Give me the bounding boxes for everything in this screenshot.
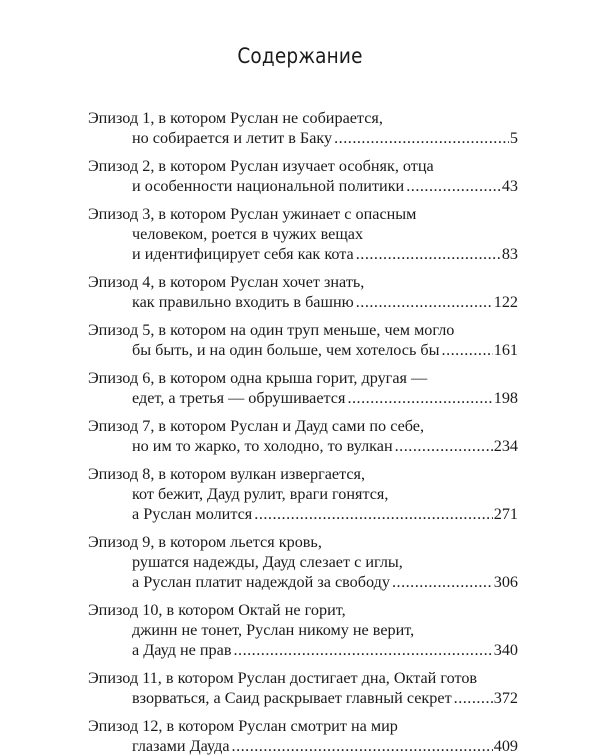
page-number: 122 xyxy=(493,293,518,311)
toc-entry-line: но собирается и летит в Баку ..... 5 xyxy=(88,128,518,148)
toc-entry-line: рушатся надежды, Дауд слезает с иглы, xyxy=(132,553,403,571)
page-number: 5 xyxy=(509,129,518,147)
toc-entry-line: Эпизод 3, в котором Руслан ужинает с опасным xyxy=(88,205,417,223)
dot-leader xyxy=(442,340,493,360)
toc-entry-line: как правильно входить в башню ..... 122 xyxy=(88,292,518,312)
toc-entry-line: бы быть, и на один больше, чем хотелось бы ..... 161 xyxy=(88,340,518,360)
toc-entry-line: глазами Дауда ..... 409 xyxy=(88,736,518,756)
page-number: 43 xyxy=(501,177,518,195)
dot-leader xyxy=(356,292,493,312)
dot-leader xyxy=(233,640,492,660)
page-number: 409 xyxy=(493,737,518,755)
toc-entry-line: а Дауд не прав ..... 340 xyxy=(88,640,518,660)
page-number: 340 xyxy=(493,641,518,659)
dot-leader xyxy=(395,436,493,456)
toc-entry-line: и идентифицирует себя как кота ..... 83 xyxy=(88,244,518,264)
toc-entry xyxy=(88,600,518,660)
dot-leader xyxy=(232,736,493,756)
toc-entry-line: Эпизод 1, в котором Руслан не собирается, xyxy=(88,109,383,127)
toc-entry-line: и особенности национальной политики ..... 43 xyxy=(88,176,518,196)
toc-entry-line: а Руслан платит надеждой за свободу ..... 306 xyxy=(88,572,518,592)
toc-entry xyxy=(88,716,518,756)
dot-leader xyxy=(347,388,492,408)
table-of-contents xyxy=(88,108,518,756)
toc-entry-line: Эпизод 6, в котором одна крыша горит, другая — xyxy=(88,369,428,387)
toc-entry-line: кот бежит, Дауд рулит, враги гонятся, xyxy=(132,485,389,503)
toc-entry xyxy=(88,368,518,408)
toc-entry-line: а Руслан молится ..... 271 xyxy=(88,504,518,524)
toc-entry-line: джинн не тонет, Руслан никому не верит, xyxy=(132,621,415,639)
page-number: 271 xyxy=(493,505,518,523)
dot-leader xyxy=(356,244,501,264)
toc-entry-line: но им то жарко, то холодно, то вулкан ..... 234 xyxy=(88,436,518,456)
toc-entry-line: Эпизод 4, в котором Руслан хочет знать, xyxy=(88,273,365,291)
dot-leader xyxy=(454,688,493,708)
toc-entry xyxy=(88,320,518,360)
page-number: 198 xyxy=(493,389,518,407)
toc-entry-line: Эпизод 5, в котором на один труп меньше, чем могло xyxy=(88,321,455,339)
dot-leader xyxy=(392,572,493,592)
toc-entry xyxy=(88,416,518,456)
toc-entry-line: взорваться, а Саид раскрывает главный секрет ..... 372 xyxy=(88,688,518,708)
toc-entry xyxy=(88,668,518,708)
page-number: 83 xyxy=(501,245,518,263)
toc-entry-line: Эпизод 9, в котором льется кровь, xyxy=(88,533,322,551)
toc-entry-line: едет, а третья — обрушивается ..... 198 xyxy=(88,388,518,408)
toc-entry-line: Эпизод 12, в котором Руслан смотрит на мир xyxy=(88,717,398,735)
dot-leader xyxy=(254,504,492,524)
toc-entry xyxy=(88,108,518,148)
toc-entry xyxy=(88,272,518,312)
toc-entry xyxy=(88,204,518,264)
toc-entry-line: Эпизод 8, в котором вулкан извергается, xyxy=(88,465,366,483)
toc-entry-line: Эпизод 10, в котором Октай не горит, xyxy=(88,601,346,619)
page-number: 306 xyxy=(493,573,518,591)
toc-entry-line: Эпизод 11, в котором Руслан достигает дна, Октай готов xyxy=(88,669,478,687)
page-number: 234 xyxy=(493,437,518,455)
page-title: Содержание xyxy=(237,44,363,68)
toc-entry-line: Эпизод 2, в котором Руслан изучает особняк, отца xyxy=(88,157,434,175)
toc-entry xyxy=(88,532,518,592)
dot-leader xyxy=(334,128,509,148)
toc-entry-line: человеком, роется в чужих вещах xyxy=(132,225,364,243)
toc-entry-line: Эпизод 7, в котором Руслан и Дауд сами по себе, xyxy=(88,417,425,435)
dot-leader xyxy=(406,176,501,196)
toc-entry xyxy=(88,156,518,196)
toc-entry xyxy=(88,464,518,524)
page-number: 161 xyxy=(493,341,518,359)
page-number: 372 xyxy=(493,689,518,707)
